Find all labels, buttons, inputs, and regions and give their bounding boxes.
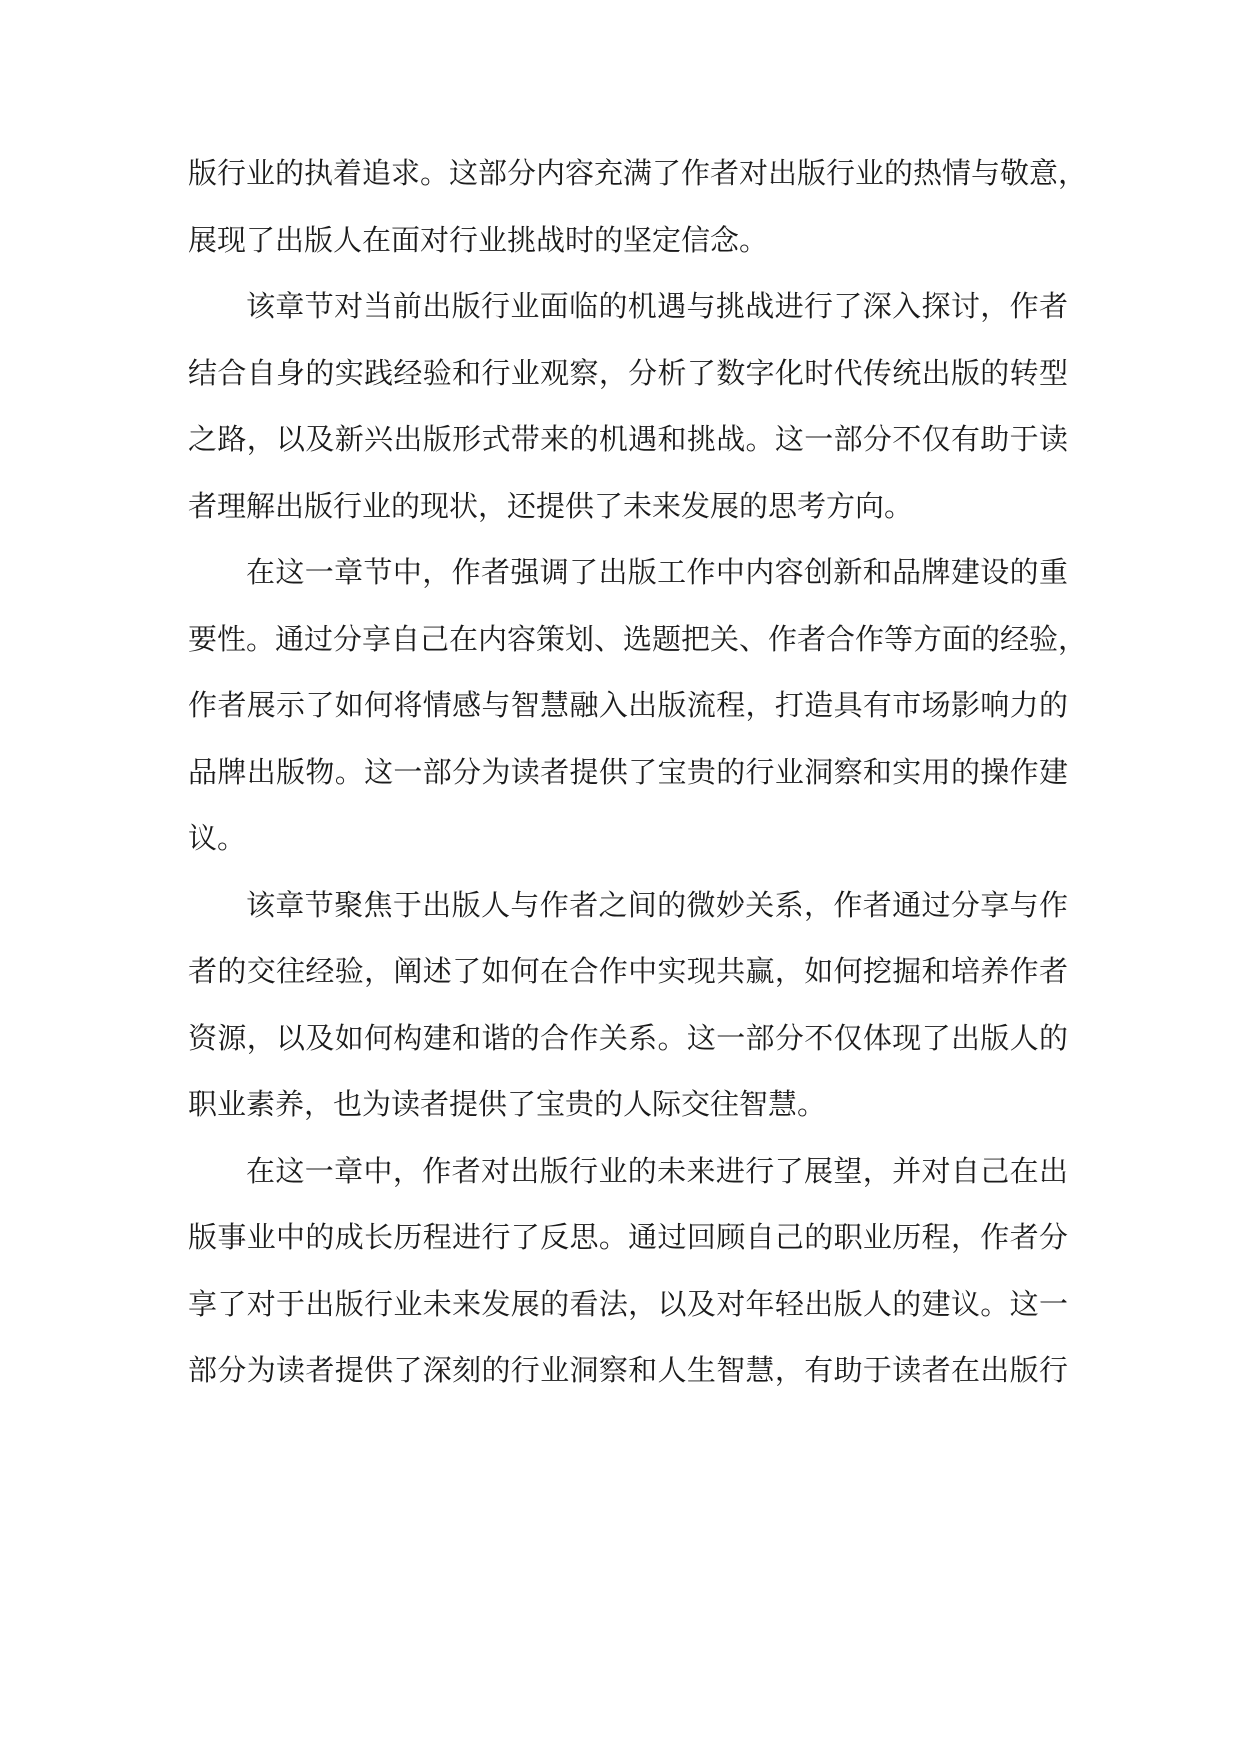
- text-line: 职业素养，也为读者提供了宝贵的人际交往智慧。: [188, 1087, 827, 1121]
- text-line: 享了对于出版行业未来发展的看法，以及对年轻出版人的建议。这一: [188, 1286, 1068, 1321]
- paragraph-first-line: 在这一章中，作者对出版行业的未来进行了展望，并对自己在出: [246, 1153, 1068, 1188]
- text-line: 版行业的执着追求。这部分内容充满了作者对出版行业的热情与敬意，: [188, 156, 1088, 190]
- text-line: 作者展示了如何将情感与智慧融入出版流程，打造具有市场影响力的: [188, 688, 1068, 722]
- text-line: 者的交往经验，阐述了如何在合作中实现共赢，如何挖掘和培养作者: [188, 954, 1068, 988]
- text-line: 结合自身的实践经验和行业观察，分析了数字化时代传统出版的转型: [188, 355, 1068, 390]
- text-line: 议。: [188, 821, 247, 855]
- paragraph-first-line: 在这一章节中，作者强调了出版工作中内容创新和品牌建设的重: [246, 555, 1068, 589]
- text-line: 品牌出版物。这一部分为读者提供了宝贵的行业洞察和实用的操作建: [188, 754, 1068, 789]
- text-line: 之路，以及新兴出版形式带来的机遇和挑战。这一部分不仅有助于读: [188, 422, 1068, 456]
- text-line: 者理解出版行业的现状，还提供了未来发展的思考方向。: [188, 488, 914, 523]
- body-text: [188, 140, 1088, 1404]
- paragraph-first-line: 该章节聚焦于出版人与作者之间的微妙关系，作者通过分享与作: [246, 887, 1068, 922]
- text-line: 要性。通过分享自己在内容策划、选题把关、作者合作等方面的经验，: [188, 621, 1088, 656]
- paragraph-first-line: 该章节对当前出版行业面临的机遇与挑战进行了深入探讨，作者: [246, 289, 1068, 323]
- text-line: 部分为读者提供了深刻的行业洞察和人生智慧，有助于读者在出版行: [188, 1353, 1068, 1387]
- text-line: 版事业中的成长历程进行了反思。通过回顾自己的职业历程，作者分: [188, 1220, 1068, 1254]
- text-line: 展现了出版人在面对行业挑战时的坚定信念。: [188, 222, 769, 257]
- text-line: 资源，以及如何构建和谐的合作关系。这一部分不仅体现了出版人的: [188, 1020, 1068, 1055]
